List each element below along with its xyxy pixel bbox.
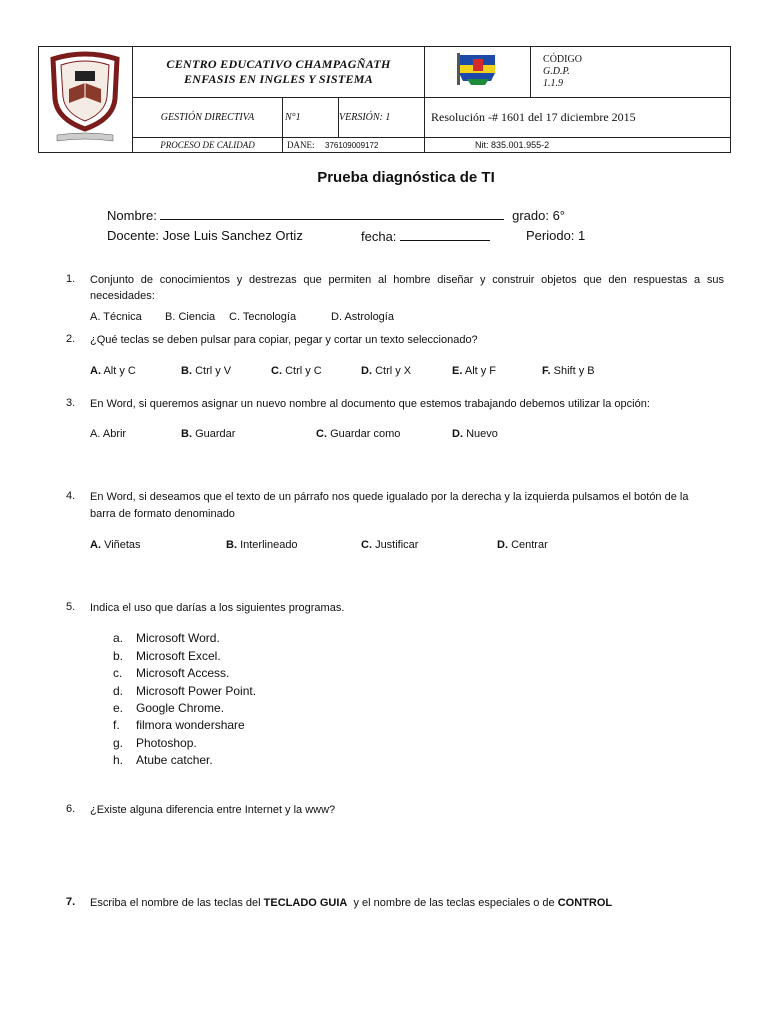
periodo-label: Periodo: 1 (526, 228, 586, 243)
q4-option-c[interactable]: C. Justificar (361, 539, 419, 551)
q3-option-a[interactable]: A. Abrir (90, 428, 127, 440)
q3-option-d[interactable]: D. Nuevo (452, 428, 498, 440)
q2-option-c[interactable]: C. Ctrl y C (271, 365, 322, 377)
q5-item-a: Microsoft Word. (136, 631, 220, 645)
fecha-blank[interactable] (400, 228, 490, 241)
school-shield-logo-cell (39, 47, 133, 153)
q6-text: ¿Existe alguna diferencia entre Internet y la www? (90, 804, 336, 816)
dane-label: DANE: (287, 139, 315, 150)
code-cell (531, 47, 731, 98)
q2-number: 2. (66, 333, 76, 345)
code-value-1: G.D.P. (543, 66, 570, 78)
q2-option-f[interactable]: F. Shift y B (542, 365, 595, 377)
docente-label: Docente: Jose Luis Sanchez Ortiz (107, 228, 303, 243)
q2-option-e[interactable]: E. Alt y F (452, 365, 497, 377)
school-name-line2: ENFASIS EN INGLES Y SISTEMA (183, 72, 374, 87)
q2-option-b[interactable]: B. Ctrl y V (181, 365, 232, 377)
q4-text-line1: En Word, si deseamos que el texto de un párrafo nos quede igualado por la derecha y la izquierda pulsamos el botón de la (90, 491, 689, 503)
q3-option-b[interactable]: B. Guardar (181, 428, 236, 440)
fecha-label: fecha: (361, 229, 397, 244)
proceso-calidad: PROCESO DE CALIDAD (133, 137, 283, 152)
nombre-row (107, 207, 565, 223)
q4-number: 4. (66, 490, 76, 502)
flag-logo-cell (425, 47, 531, 98)
q5-item-h: Atube catcher. (136, 753, 213, 767)
q1-text-line2: necesidades: (90, 290, 155, 302)
flag-emblem-icon (453, 51, 503, 89)
school-name-line1: CENTRO EDUCATIVO CHAMPAGÑATH (166, 57, 391, 72)
q5-item-c-letter: c. (113, 666, 123, 680)
fecha-row (361, 228, 490, 244)
q5-text: Indica el uso que darías a los siguientes programas. (90, 602, 345, 614)
nombre-blank[interactable] (160, 207, 504, 220)
version: VERSIÓN: 1 (339, 98, 425, 137)
gestion-directiva: GESTIÓN DIRECTIVA (133, 98, 283, 137)
school-name-cell (133, 47, 425, 98)
q5-item-a-letter: a. (113, 631, 124, 645)
header-table (38, 46, 731, 153)
q4-option-a[interactable]: A. Viñetas (90, 539, 141, 551)
q6-number: 6. (66, 803, 76, 815)
q4-option-b[interactable]: B. Interlineado (226, 539, 298, 551)
q1-number: 1. (66, 273, 76, 285)
q4-option-d[interactable]: D. Centrar (497, 539, 548, 551)
q1-text-line1: Conjunto de conocimientos y destrezas que permiten al hombre diseñar y construir objetos que den respuestas a sus (90, 274, 724, 286)
nombre-label: Nombre: (107, 208, 157, 223)
school-shield-logo (39, 47, 131, 147)
q1-option-c[interactable]: C. Tecnología (229, 311, 297, 323)
q5-item-c: Microsoft Access. (136, 666, 230, 680)
q1-option-a[interactable]: A. Técnica (90, 311, 142, 323)
q1-option-b[interactable]: B. Ciencia (165, 311, 216, 323)
q5-item-d: Microsoft Power Point. (136, 684, 257, 698)
q4-text-line2: barra de formato denominado (90, 508, 235, 520)
q5-item-b-letter: b. (113, 649, 124, 663)
q5-item-f: filmora wondershare (136, 718, 245, 732)
q5-item-b: Microsoft Excel. (136, 649, 221, 663)
q5-item-g-letter: g. (113, 736, 124, 750)
q3-option-c[interactable]: C. Guardar como (316, 428, 401, 440)
q7-number: 7. (66, 896, 76, 908)
q5-item-e: Google Chrome. (136, 701, 225, 715)
q7-text: Escriba el nombre de las teclas del TECLADO GUIA y el nombre de las teclas especiales o de CONTROL (90, 897, 613, 909)
q5-item-g: Photoshop. (136, 736, 197, 750)
q5-number: 5. (66, 601, 76, 613)
q5-item-f-letter: f. (113, 718, 120, 732)
grado-label: grado: 6° (512, 208, 566, 223)
q2-option-a[interactable]: A. Alt y C (90, 365, 136, 377)
q2-option-d[interactable]: D. Ctrl y X (361, 365, 412, 377)
q3-number: 3. (66, 397, 76, 409)
code-value-2: 1.1.9 (543, 78, 564, 90)
q5-item-e-letter: e. (113, 701, 124, 715)
q5-item-h-letter: h. (113, 753, 124, 767)
dane-cell (283, 137, 425, 152)
document-number: N°1 (283, 98, 339, 137)
resolution: Resolución -# 1601 del 17 diciembre 2015 (425, 98, 731, 137)
q5-item-d-letter: d. (113, 684, 124, 698)
dane-value: 376109009172 (325, 140, 379, 150)
page-title: Prueba diagnóstica de TI (317, 169, 495, 186)
nit: Nit: 835.001.955-2 (425, 137, 731, 152)
q3-text: En Word, si queremos asignar un nuevo nombre al documento que estemos trabajando debemos utilizar la opción: (90, 398, 650, 410)
code-label: CÓDIGO (543, 54, 582, 66)
q1-option-d[interactable]: D. Astrología (331, 311, 394, 323)
q2-text: ¿Qué teclas se deben pulsar para copiar, pegar y cortar un texto seleccionado? (90, 334, 478, 346)
